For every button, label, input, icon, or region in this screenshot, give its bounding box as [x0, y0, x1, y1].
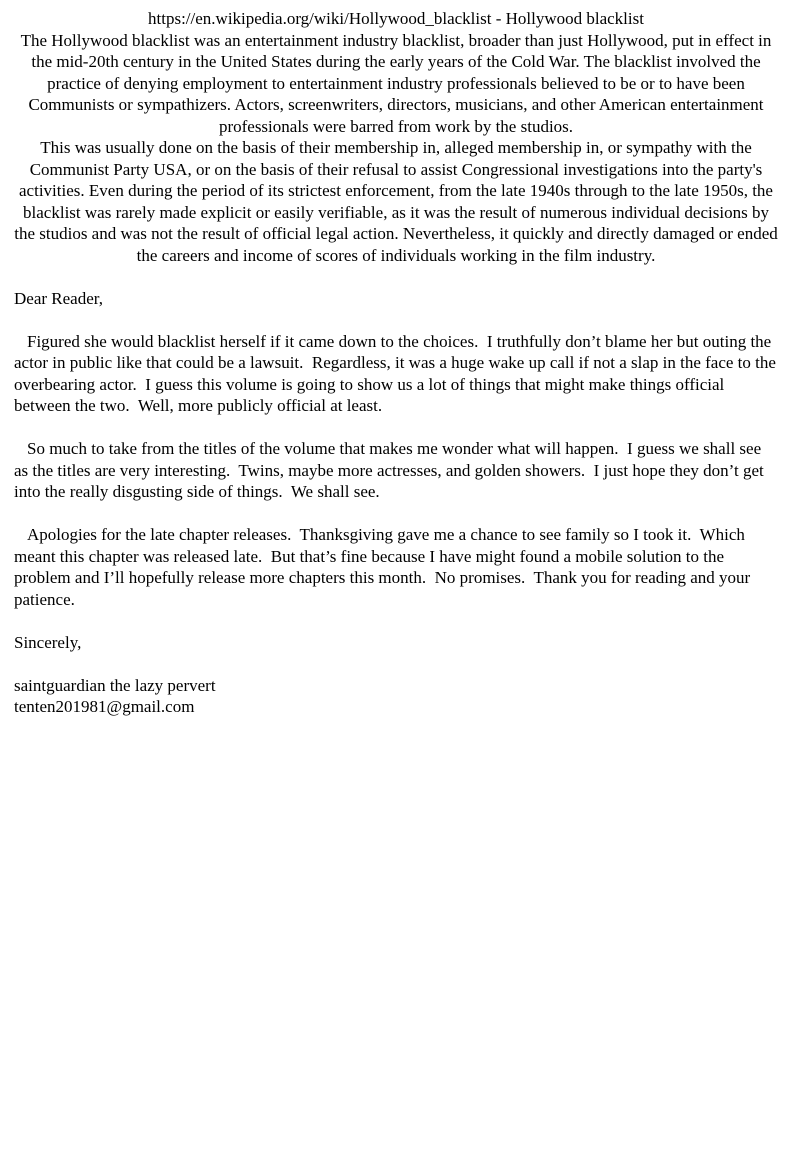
closing: Sincerely,	[14, 632, 82, 652]
salutation: Dear Reader,	[14, 288, 103, 308]
author-note-letter	[14, 288, 781, 718]
letter-paragraph-3: Apologies for the late chapter releases. Thanksgiving gave me a chance to see family so I took it. Which meant this chapter was released late. But that’s fine because I have might found a mobile solution to the problem and I’ll hopefully release more chapters this month. No promises. Thank you for reading and your patience.	[14, 525, 755, 609]
letter-paragraph-2: So much to take from the titles of the volume that makes me wonder what will happen. I guess we shall see as the titles are very interesting. Twins, maybe more actresses, and golden showers. I just hope they don’t get into the really disgusting side of things. We shall see.	[14, 439, 769, 501]
excerpt-paragraph-2: This was usually done on the basis of their membership in, alleged membership in, or sympathy with the Communist Party USA, or on the basis of their refusal to assist Congressional investigations into the party's activities. Even during the period of its strictest enforcement, from the late 1940s through to the late 1950s, the blacklist was rarely made explicit or easily verifiable, as it was the result of numerous individual decisions by the studios and was not the result of official legal action. Nevertheless, it quickly and directly damaged or ended the careers and income of scores of individuals working in the film industry.	[14, 138, 778, 265]
wikipedia-excerpt-block	[14, 8, 778, 266]
signature-name: saintguardian the lazy pervert	[14, 675, 216, 695]
excerpt-paragraph-1: The Hollywood blacklist was an entertainment industry blacklist, broader than just Hollywood, put in effect in the mid-20th century in the United States during the early years of the Cold War. The blacklist involved the practice of denying employment to entertainment industry professionals believed to be or to have been Communists or sympathizers. Actors, screenwriters, directors, musicians, and other American entertainment professionals were barred from work by the studios.	[20, 30, 772, 136]
signature-email: tenten201981@gmail.com	[14, 697, 195, 716]
signature-block	[14, 675, 778, 718]
source-link-line: https://en.wikipedia.org/wiki/Hollywood_blacklist - Hollywood blacklist	[148, 9, 644, 28]
letter-paragraph-1: Figured she would blacklist herself if it came down to the choices. I truthfully don’t blame her but outing the actor in public like that could be a lawsuit. Regardless, it was a huge wake up call if not a slap in the face to the overbearing actor. I guess this volume is going to show us a lot of things that might make things official between the two. Well, more publicly official at least.	[14, 331, 781, 415]
